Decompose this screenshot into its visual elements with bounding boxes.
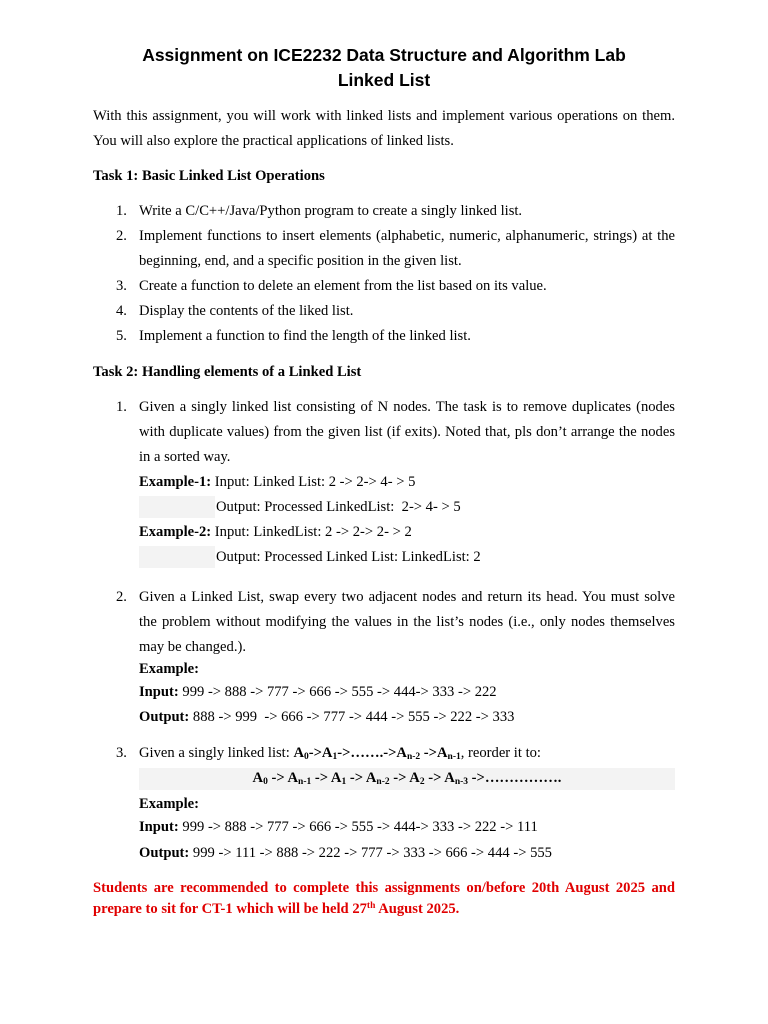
- r-sub: 0: [263, 777, 268, 787]
- r-sub: n-2: [376, 777, 390, 787]
- task2-q3-input: [139, 819, 538, 836]
- task1-item-4: Display the contents of the liked list.: [139, 303, 354, 319]
- note-sup: th: [366, 900, 376, 911]
- r-sub: n-1: [298, 777, 312, 787]
- task2-q1-example2: [139, 524, 412, 541]
- task2-q2-input: [139, 684, 497, 701]
- input-value: 999 -> 888 -> 777 -> 666 -> 555 -> 444-> 333 -> 222: [178, 684, 497, 700]
- r-part: ->…………….: [468, 770, 562, 786]
- task2-q1-example1-output: Output: Processed LinkedList: 2-> 4- > 5: [216, 499, 461, 515]
- task1-item-2-num: 2.: [116, 228, 127, 244]
- seq-sub: 0: [304, 752, 309, 762]
- intro-paragraph: With this assignment, you will work with linked lists and implement various operations on them. You will also explore the practical applications of linked lists.: [93, 108, 675, 149]
- seq-part: ->A: [420, 745, 448, 761]
- input-value: 999 -> 888 -> 777 -> 666 -> 555 -> 444-> 333 -> 222 -> 111: [178, 819, 538, 835]
- task2-q1-example1: [139, 474, 415, 491]
- task1-item-2: Implement functions to insert elements (alphabetic, numeric, alphanumeric, strings) at the beginning, end, and a specific position in the given list.: [139, 228, 675, 269]
- task2-q3-text: [139, 745, 541, 762]
- example-input: Input: LinkedList: 2 -> 2-> 2- > 2: [211, 524, 412, 540]
- r-part: -> A: [424, 770, 455, 786]
- seq-part: ->A: [308, 745, 333, 761]
- r-sub: 1: [341, 777, 347, 787]
- task1-item-4-num: 4.: [116, 303, 127, 319]
- task2-q1-num: 1.: [116, 399, 127, 415]
- deadline-note: [93, 878, 675, 919]
- task2-q3-reorder: [139, 770, 675, 787]
- task1-item-5: Implement a function to find the length of the linked list.: [139, 328, 471, 344]
- example-label: Example-1:: [139, 474, 212, 490]
- task2-q3-output: [139, 845, 552, 862]
- task2-q1-example2-output: Output: Processed Linked List: LinkedList: 2: [216, 549, 481, 565]
- r-part: -> A: [346, 770, 377, 786]
- task1-item-3-num: 3.: [116, 278, 127, 294]
- seq-sub: n-2: [406, 752, 421, 762]
- seq-sub: 1: [332, 752, 338, 762]
- example-input: Input: Linked List: 2 -> 2-> 4- > 5: [211, 474, 416, 490]
- example-shade: [139, 546, 215, 568]
- task2-q1-text: Given a singly linked list consisting of N nodes. The task is to remove duplicates (nodes with duplicate values) from the given list (if exits). Noted that, pls don’t arrange the nodes in a sorted way.: [139, 399, 675, 465]
- doc-subtitle: Linked List: [337, 70, 431, 90]
- task1-item-3: Create a function to delete an element from the list based on its value.: [139, 278, 547, 294]
- task2-q2-output: [139, 709, 514, 726]
- q3-sequence: [293, 745, 460, 761]
- note-text: Students are recommended to complete this assignments on/before 20th August 2025 and prepare to sit for CT-1 which will be held 27: [93, 880, 675, 917]
- task1-heading: Task 1: Basic Linked List Operations: [93, 168, 325, 184]
- task2-q2-example-label: Example:: [139, 661, 199, 677]
- output-label: Output:: [139, 709, 190, 725]
- example-shade: [139, 496, 215, 518]
- output-value: 999 -> 111 -> 888 -> 222 -> 777 -> 333 -> 666 -> 444 -> 555: [189, 845, 552, 861]
- r-part: A: [252, 770, 264, 786]
- q3-prefix: Given a singly linked list:: [139, 745, 294, 761]
- seq-a0: A: [293, 745, 304, 761]
- task2-q2-num: 2.: [116, 589, 127, 605]
- task2-q3-example-label: Example:: [139, 796, 199, 812]
- input-label: Input:: [139, 819, 179, 835]
- r-sub: 2: [419, 777, 425, 787]
- r-sub: n-3: [454, 777, 469, 787]
- r-part: -> A: [311, 770, 342, 786]
- task1-item-1-num: 1.: [116, 203, 127, 219]
- q3-suffix: , reorder it to:: [460, 745, 541, 761]
- seq-sub: n-1: [447, 752, 461, 762]
- output-label: Output:: [139, 845, 190, 861]
- task2-q3-num: 3.: [116, 745, 127, 761]
- task1-item-1: Write a C/C++/Java/Python program to create a singly linked list.: [139, 203, 523, 219]
- task1-item-5-num: 5.: [116, 328, 127, 344]
- example-label: Example-2:: [139, 524, 212, 540]
- r-part: -> A: [389, 770, 420, 786]
- note-text-end: August 2025.: [375, 900, 460, 917]
- doc-title: Assignment on ICE2232 Data Structure and Algorithm Lab: [142, 45, 626, 65]
- task2-heading: Task 2: Handling elements of a Linked List: [93, 364, 362, 380]
- seq-part: ->…….->A: [337, 745, 407, 761]
- r-part: -> A: [267, 770, 299, 786]
- input-label: Input:: [139, 684, 179, 700]
- output-value: 888 -> 999 -> 666 -> 777 -> 444 -> 555 -> 222 -> 333: [189, 709, 515, 725]
- task2-q2-text: Given a Linked List, swap every two adjacent nodes and return its head. You must solve the problem without modifying the values in the list’s nodes (i.e., only nodes themselves may be changed.).: [139, 589, 675, 655]
